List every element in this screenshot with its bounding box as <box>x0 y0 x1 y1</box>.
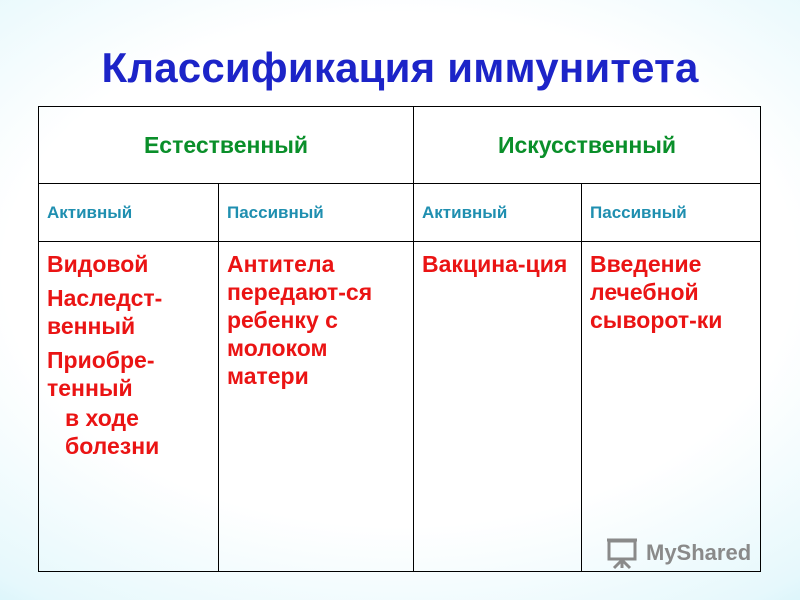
presentation-board-icon <box>606 536 640 570</box>
subheader-artificial-active: Активный <box>414 184 582 242</box>
list-item: в ходе болезни <box>65 405 160 459</box>
header-artificial: Искусственный <box>414 107 761 184</box>
table-row-groups <box>39 107 761 184</box>
cell-natural-active <box>39 242 219 572</box>
watermark-text: MyShared <box>646 540 752 565</box>
table-row-content <box>39 242 761 572</box>
immunity-classification-table <box>38 106 761 572</box>
slide-title: Классификация иммунитета <box>101 44 699 91</box>
cell-natural-passive: Антитела передают-ся ребенку с молоком матери <box>219 242 414 572</box>
watermark <box>606 536 751 570</box>
subheader-natural-passive: Пассивный <box>219 184 414 242</box>
table-row-subheaders <box>39 184 761 242</box>
subheader-natural-active: Активный <box>39 184 219 242</box>
list-item: Наследст-венный <box>47 285 163 339</box>
cell-artificial-active: Вакцина-ция <box>414 242 582 572</box>
header-natural: Естественный <box>39 107 414 184</box>
list-item: Приобре-тенный <box>47 347 155 401</box>
list-item: Видовой <box>47 251 149 277</box>
subheader-artificial-passive: Пассивный <box>582 184 761 242</box>
cell-artificial-passive: Введение лечебной сыворот-ки <box>582 242 761 572</box>
